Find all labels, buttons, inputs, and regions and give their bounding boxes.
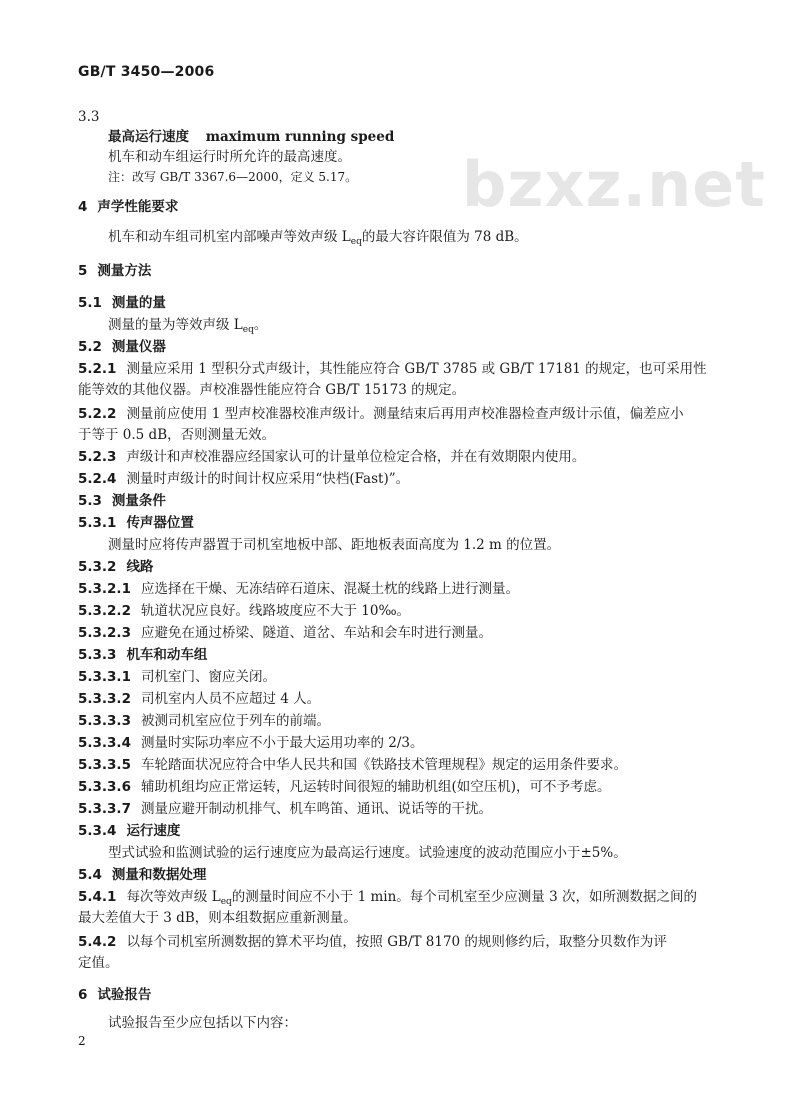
watermark: bzxz.net [462,148,766,221]
section-5-3-3-1 [78,668,276,686]
item-number: 5.3.3.1 [78,669,131,685]
section-5-3-3-7 [78,800,492,818]
text-part: 测量前应使用 1 型声校准器校准声级计。测量结束后再用声校准器检查声级计示值，偏差应小 [126,406,684,422]
section-4-heading [78,198,178,216]
section-5-3-3-4 [78,734,424,752]
section-5-3-2-1 [78,580,519,598]
section-5-3-2-heading [78,558,153,576]
item-number: 5.3.3.2 [78,691,131,707]
section-5-3-4-title: 运行速度 [126,823,181,839]
section-5-3-title: 测量条件 [111,493,166,509]
section-5-title: 测量方法 [97,263,152,279]
section-5-3-1-number: 5.3.1 [78,515,117,531]
item-number: 5.3.3.7 [78,801,131,817]
item-number: 5.3.3.5 [78,757,131,773]
page-number: 2 [78,1034,86,1048]
text-part: 声级计和声校准器应经国家认可的计量单位检定合格，并在有效期限内使用。 [126,449,586,465]
section-5-2-3-number: 5.2.3 [78,449,117,465]
section-5-2-2-line1 [78,405,684,423]
text-part: 每次等效声级 L [126,889,221,905]
section-6-text: 试验报告至少应包括以下内容： [108,1015,297,1031]
section-5-2-heading [78,338,166,356]
text-part: 。 [253,317,268,333]
section-5-4-2-number: 5.4.2 [78,934,117,950]
text-part: 应避免在通过桥梁、隧道、道岔、车站和会车时进行测量。 [140,625,492,641]
section-4-text [108,228,528,251]
section-5-3-heading [78,492,166,510]
term-cn: 最高运行速度 [108,129,189,145]
section-5-3-3-5 [78,756,627,774]
section-5-heading [78,262,151,280]
item-number: 5.3.2.3 [78,625,131,641]
section-5-2-3 [78,448,585,466]
text-part: 测量应采用 1 型积分式声级计，其性能应符合 GB/T 3785 或 GB/T 17181 的规定，也可采用性 [126,361,707,377]
text-part: 的最大容许限值为 78 dB。 [361,229,528,245]
subscript: eq [220,897,232,907]
text-part: 被测司机室应位于列车的前端。 [140,713,330,729]
section-4-number: 4 [78,199,88,215]
section-5-number: 5 [78,263,88,279]
text-part: 应选择在干燥、无冻结碎石道床、混凝土枕的线路上进行测量。 [140,581,519,597]
text-part: 司机室门、窗应关闭。 [140,669,276,685]
text-part: 司机室内人员不应超过 4 人。 [140,691,321,707]
section-6-title: 试验报告 [97,987,152,1003]
section-5-3-2-2 [78,602,410,620]
section-5-4-1-line1 [78,888,697,911]
section-5-4-heading [78,866,206,884]
section-5-2-2-line2: 于等于 0.5 dB，否则测量无效。 [78,427,276,443]
note-3-3: 注：改写 GB/T 3367.6—2000，定义 5.17。 [108,170,358,184]
subscript: eq [350,237,362,247]
item-number: 5.3.3.3 [78,713,131,729]
section-5-3-3-title: 机车和动车组 [126,647,208,663]
text-part: 车轮踏面状况应符合中华人民共和国《铁路技术管理规程》规定的运用条件要求。 [140,757,627,773]
section-5-3-3-number: 5.3.3 [78,647,117,663]
standard-number: GB/T 3450—2006 [78,64,215,80]
section-5-3-1-heading [78,514,194,532]
section-5-1-heading [78,294,166,312]
text-part: 测量应避开制动机排气、机车鸣笛、通讯、说话等的干扰。 [140,801,492,817]
text-part: 机车和动车组司机室内部噪声等效声级 L [108,229,351,245]
section-5-3-4-heading [78,822,180,840]
item-number: 5.3.3.4 [78,735,131,751]
section-5-1-number: 5.1 [78,295,102,311]
section-5-2-number: 5.2 [78,339,102,355]
section-5-2-1-line2: 能等效的其他仪器。声校准器性能应符合 GB/T 15173 的规定。 [78,382,466,398]
section-5-4-1-number: 5.4.1 [78,889,117,905]
section-5-3-2-3 [78,624,492,642]
section-5-1-text [108,316,267,339]
definition-3-3: 机车和动车组运行时所允许的最高速度。 [108,149,351,165]
subscript: eq [242,325,254,335]
text-part: 以每个司机室所测数据的算术平均值，按照 GB/T 8170 的规则修约后，取整分贝数作为评 [126,934,667,950]
text-part: 轨道状况应良好。线路坡度应不大于 10‰。 [140,603,411,619]
item-number: 5.3.2.2 [78,603,131,619]
section-5-3-4-number: 5.3.4 [78,823,117,839]
section-5-3-2-title: 线路 [126,559,154,575]
section-5-3-3-6 [78,778,611,796]
section-5-4-1-line2: 最大差值大于 3 dB，则本组数据应重新测量。 [78,910,357,926]
section-5-2-1-line1 [78,360,707,378]
section-5-3-3-2 [78,690,320,708]
section-5-3-1-title: 传声器位置 [126,515,194,531]
section-5-1-title: 测量的量 [111,295,166,311]
term-en: maximum running speed [205,129,395,145]
text-part: 测量时声级计的时间计权应采用“快档(Fast)”。 [126,471,410,487]
section-6-heading [78,986,151,1004]
section-3-3-number: 3.3 [78,109,100,125]
section-6-number: 6 [78,987,88,1003]
section-5-2-2-number: 5.2.2 [78,406,117,422]
section-5-3-3-3 [78,712,330,730]
section-5-2-4-number: 5.2.4 [78,471,117,487]
text-part: 测量的量为等效声级 L [108,317,243,333]
section-4-title: 声学性能要求 [97,199,179,215]
section-5-3-2-number: 5.3.2 [78,559,117,575]
item-number: 5.3.3.6 [78,779,131,795]
section-5-4-2-line1 [78,933,667,951]
section-5-3-1-text: 测量时应将传声器置于司机室地板中部、距地板表面高度为 1.2 m 的位置。 [108,537,561,553]
section-5-2-4 [78,470,409,488]
term-3-3 [108,128,394,146]
section-5-3-4-text: 型式试验和监测试验的运行速度应为最高运行速度。试验速度的波动范围应小于±5%。 [108,845,627,861]
section-5-3-3-heading [78,646,207,664]
text-part: 辅助机组均应正常运转，凡运转时间很短的辅助机组(如空压机)，可不予考虑。 [140,779,611,795]
section-5-4-title: 测量和数据处理 [111,867,207,883]
section-5-4-number: 5.4 [78,867,102,883]
item-number: 5.3.2.1 [78,581,131,597]
section-5-3-number: 5.3 [78,493,102,509]
text-part: 测量时实际功率应不小于最大运用功率的 2/3。 [140,735,424,751]
text-part: 的测量时间应不小于 1 min。每个司机室至少应测量 3 次，如所测数据之间的 [231,889,697,905]
section-5-2-1-number: 5.2.1 [78,361,117,377]
section-5-2-title: 测量仪器 [111,339,166,355]
section-5-4-2-line2: 定值。 [78,955,119,971]
